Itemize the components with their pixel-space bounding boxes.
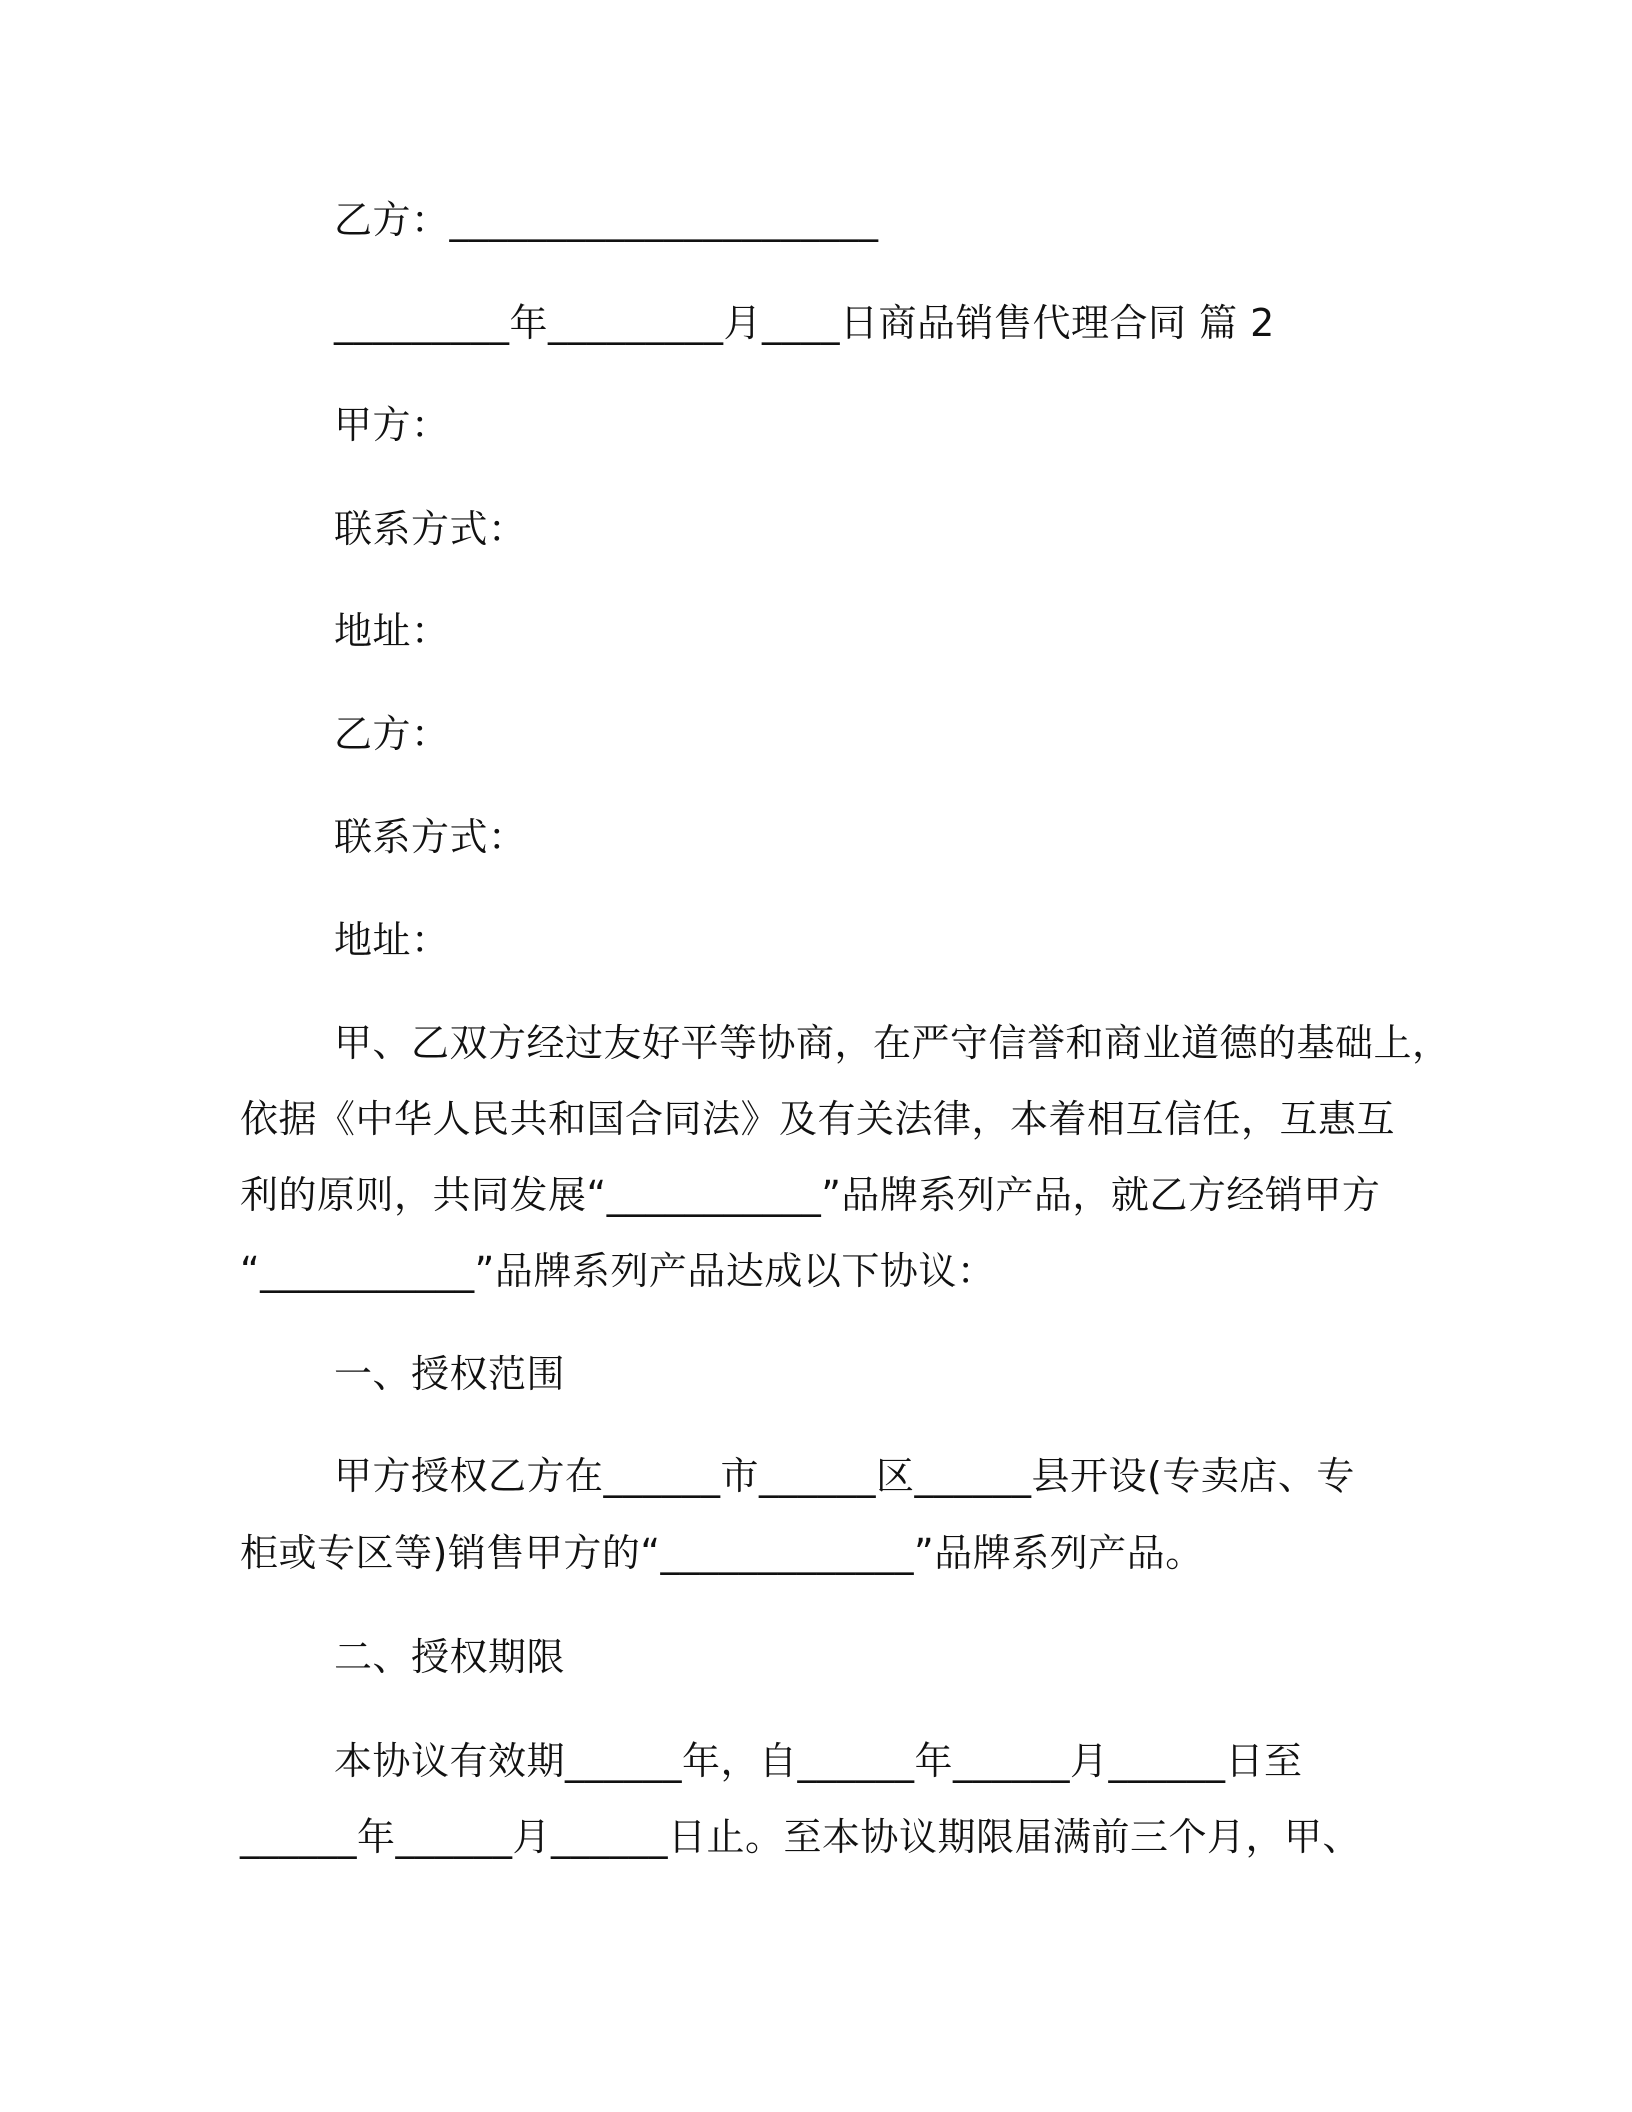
party-a-contact-label: 联系方式：: [334, 507, 527, 551]
party-b-address-label: 地址：: [334, 918, 450, 962]
authorization-scope-line-2: 柜或专区等)销售甲方的“_____________”品牌系列产品。: [240, 1531, 1204, 1575]
preamble-line-4: “___________”品牌系列产品达成以下协议：: [240, 1249, 996, 1293]
authorization-term-line-2: ______年______月______日止。至本协议期限届满前三个月，甲、: [240, 1815, 1362, 1859]
preamble-line-1: 甲、乙双方经过友好平等协商，在严守信誉和商业道德的基础上，: [334, 1021, 1451, 1065]
contract-title: _________年_________月____日商品销售代理合同 篇 2: [334, 301, 1275, 345]
party-b-contact-label: 联系方式：: [334, 815, 527, 859]
authorization-scope-line-1: 甲方授权乙方在______市______区______县开设(专卖店、专: [334, 1454, 1355, 1498]
party-b-label: 乙方：: [334, 712, 450, 756]
preamble-line-2: 依据《中华人民共和国合同法》及有关法律，本着相互信任，互惠互: [240, 1097, 1396, 1141]
section-heading-authorization-term: 二、授权期限: [334, 1635, 566, 1679]
preamble-line-3: 利的原则，共同发展“___________”品牌系列产品，就乙方经销甲方: [240, 1173, 1381, 1217]
party-b-signature-line: 乙方：______________________: [334, 198, 879, 242]
party-a-label: 甲方：: [334, 403, 450, 447]
authorization-term-line-1: 本协议有效期______年，自______年______月______日至: [334, 1739, 1303, 1783]
section-heading-authorization-scope: 一、授权范围: [334, 1352, 566, 1396]
party-a-address-label: 地址：: [334, 609, 450, 653]
